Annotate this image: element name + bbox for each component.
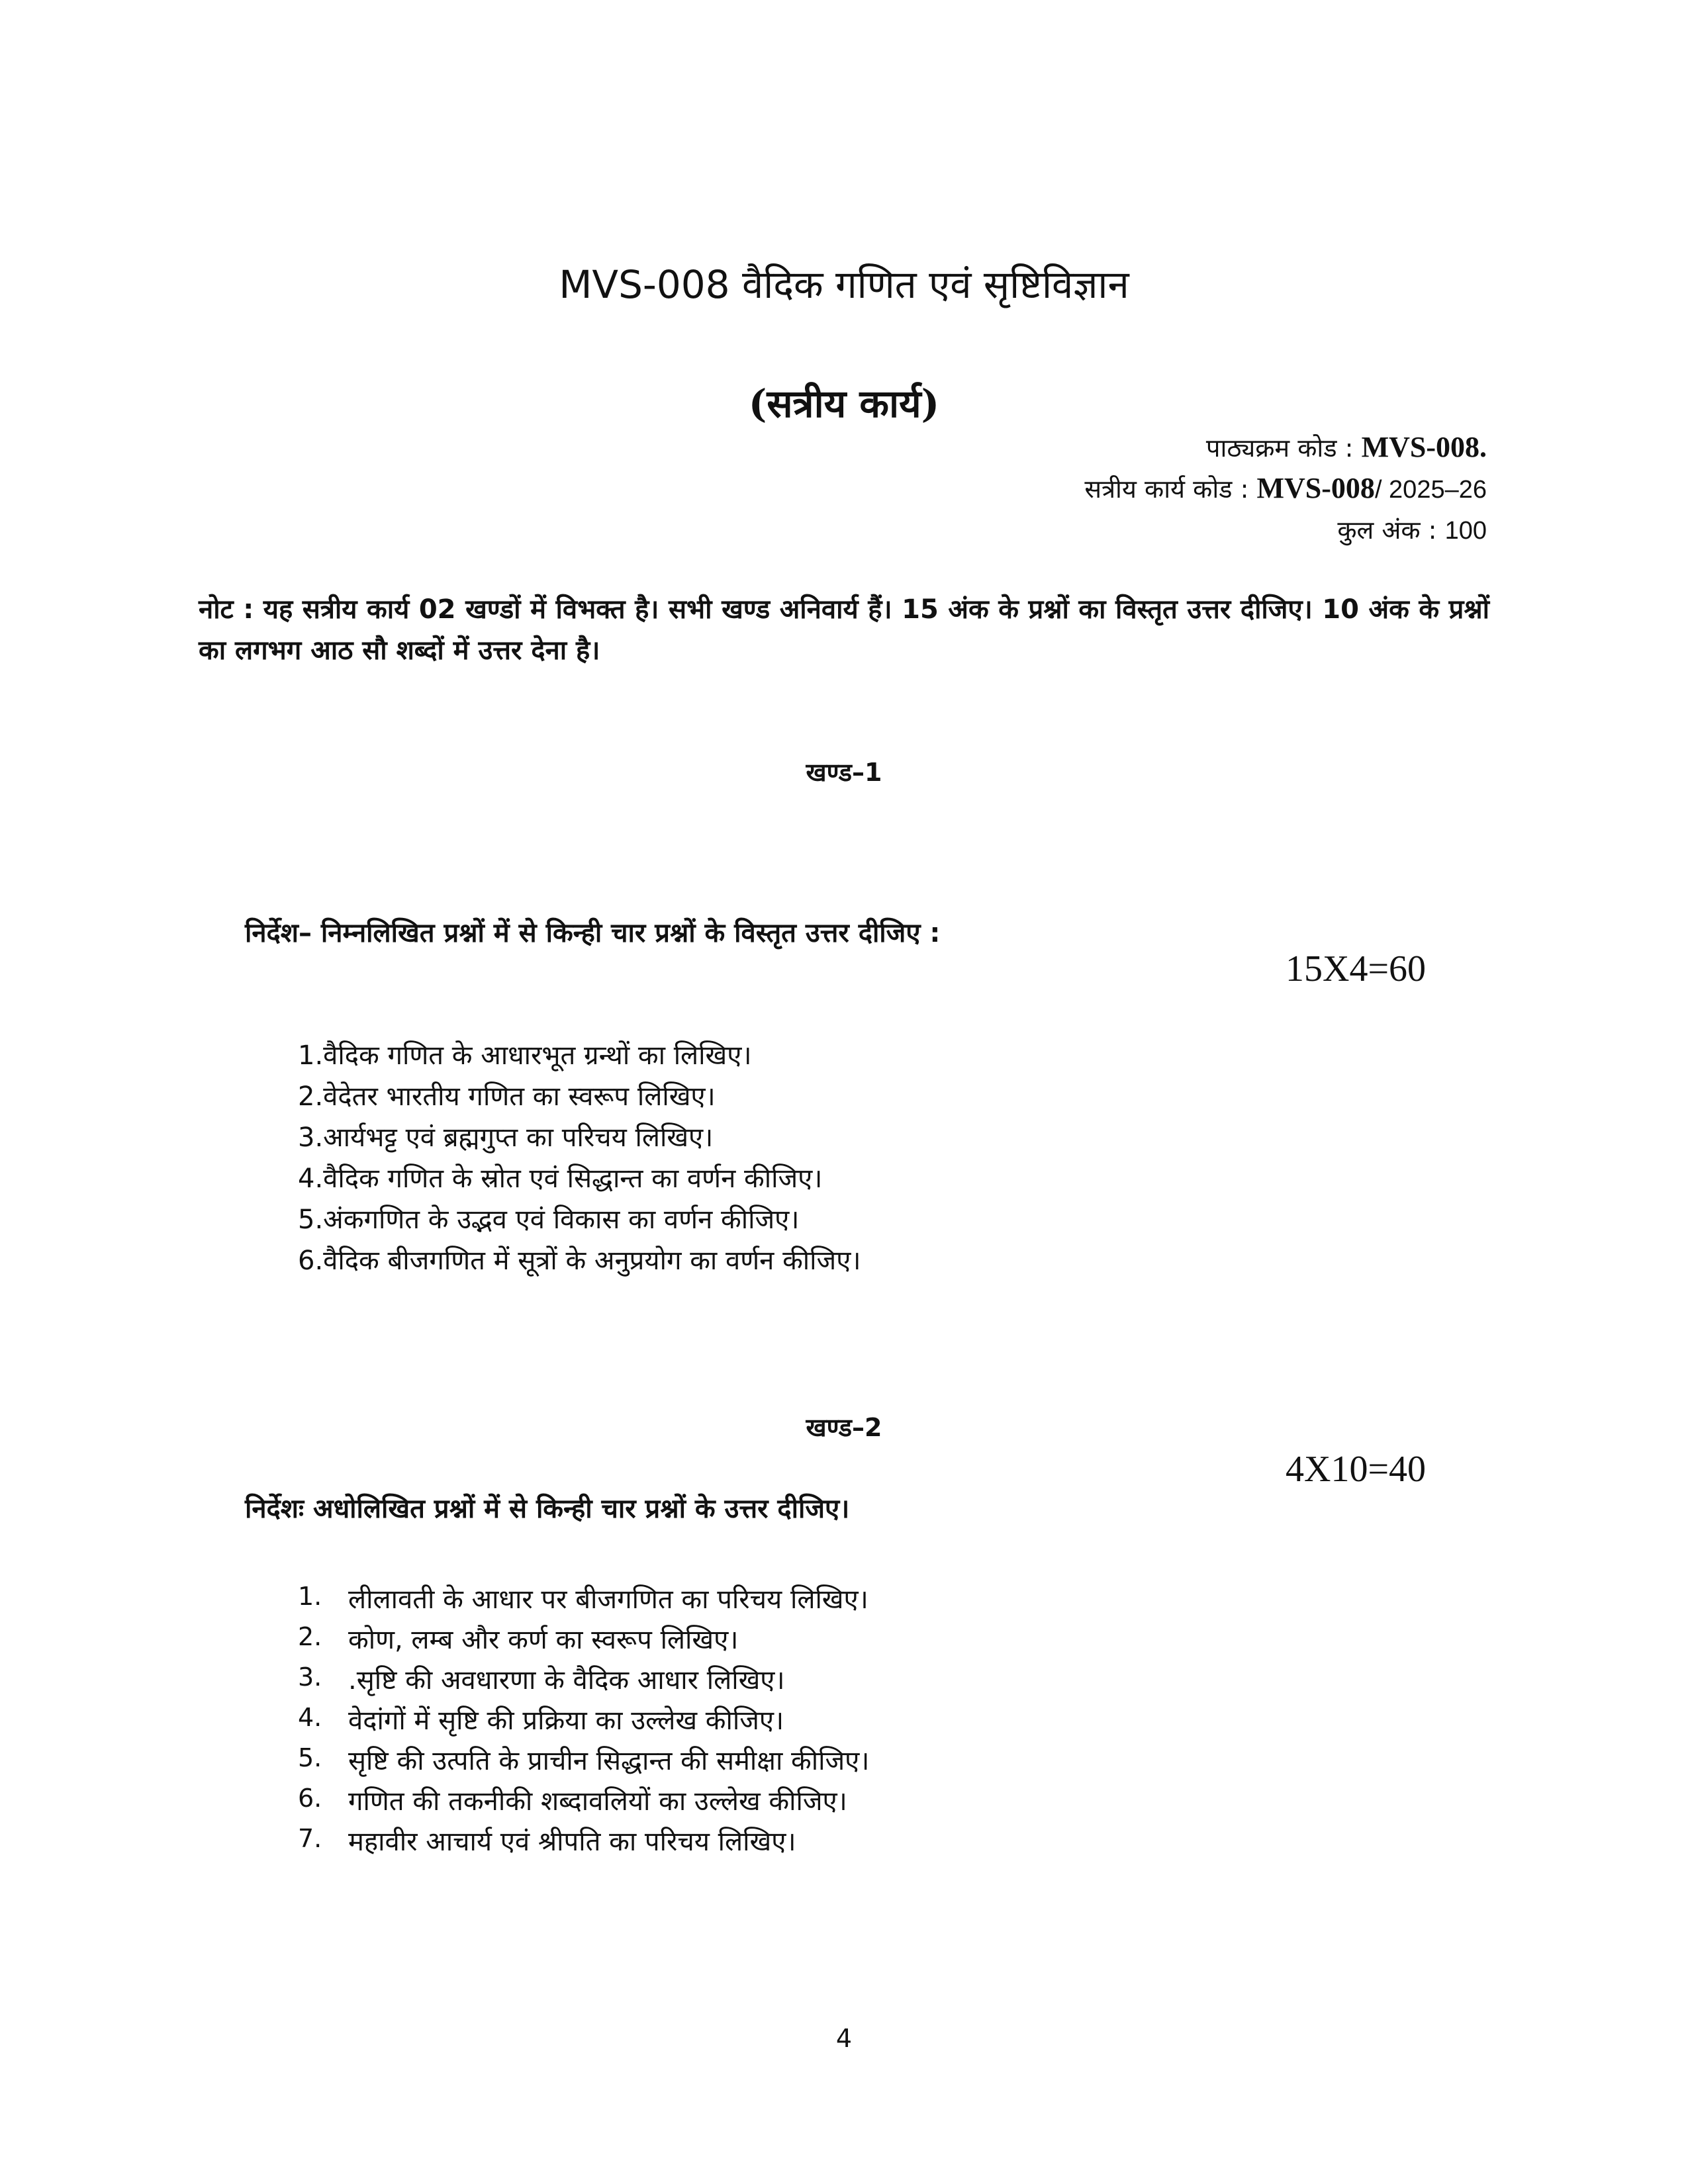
section-1-question: 5.अंकगणित के उद्भव एवं विकास का वर्णन कीजिए। [298, 1205, 800, 1235]
course-code-line [1206, 430, 1487, 465]
section-2-instruction: निर्देशः अधोलिखित प्रश्नों में से किन्ही चार प्रश्नों के उत्तर दीजिए। [245, 1494, 850, 1524]
question-number: 1. [298, 1582, 322, 1611]
page-number: 4 [835, 2024, 853, 2053]
section-1-instruction: निर्देश– निम्नलिखित प्रश्नों में से किन्ही चार प्रश्नों के विस्तृत उत्तर दीजिए : [245, 918, 941, 948]
note-paragraph: नोट : यह सत्रीय कार्य 02 खण्डों में विभक्त है। सभी खण्ड अनिवार्य हैं। 15 अंक के प्रश्नों का विस्तृत उत्तर दीजिए। 10 अंक के प्रश्नों का लगभग आठ सौ शब्दों में उत्तर देना है। [199, 594, 1489, 666]
assignment-code-label: सत्रीय कार्य कोड : [1084, 475, 1249, 504]
question-number: 6. [298, 1784, 322, 1813]
assignment-code-value: MVS-008 [1256, 472, 1375, 504]
section-1-question: 6.वैदिक बीजगणित में सूत्रों के अनुप्रयोग का वर्णन कीजिए। [298, 1246, 861, 1276]
section-2-question: लीलावती के आधार पर बीजगणित का परिचय लिखिए। [348, 1584, 868, 1615]
section-2-question: सृष्टि की उत्पति के प्राचीन सिद्धान्त की समीक्षा कीजिए। [348, 1746, 870, 1776]
section-2-question: महावीर आचार्य एवं श्रीपति का परिचय लिखिए। [348, 1827, 796, 1857]
section-1-heading: खण्ड–1 [806, 758, 882, 787]
section-1-question: 3.आर्यभट्ट एवं ब्रह्मगुप्त का परिचय लिखिए। [298, 1122, 714, 1153]
section-2-heading: खण्ड–2 [806, 1413, 882, 1442]
section-1-question: 1.वैदिक गणित के आधारभूत ग्रन्थों का लिखिए। [298, 1040, 752, 1071]
total-marks-value: 100 [1444, 517, 1487, 545]
question-number: 4. [298, 1703, 322, 1732]
total-marks-line [1337, 512, 1487, 547]
assignment-code-line [1084, 471, 1487, 506]
section-1-question: 4.वैदिक गणित के स्रोत एवं सिद्धान्त का वर्णन कीजिए। [298, 1163, 823, 1194]
question-number: 7. [298, 1824, 322, 1853]
total-marks-label: कुल अंक : [1337, 516, 1437, 545]
question-number: 3. [298, 1662, 322, 1692]
question-number: 2. [298, 1622, 322, 1651]
section-2-question: .सृष्टि की अवधारणा के वैदिक आधार लिखिए। [348, 1665, 785, 1696]
document-subtitle: (सत्रीय कार्य) [748, 381, 940, 426]
document-title: MVS-008 वैदिक गणित एवं सृष्टिविज्ञान [559, 262, 1129, 307]
section-2-question: वेदांगों में सृष्टि की प्रक्रिया का उल्लेख कीजिए। [348, 1706, 784, 1736]
assignment-code-year: / 2025–26 [1374, 476, 1487, 504]
section-2-question: गणित की तकनीकी शब्दावलियों का उल्लेख कीजिए। [348, 1786, 847, 1817]
section-1-question: 2.वेदेतर भारतीय गणित का स्वरूप लिखिए। [298, 1081, 716, 1112]
section-1-marks: 15X4=60 [1286, 948, 1427, 989]
course-code-value: MVS-008. [1361, 431, 1487, 463]
section-2-question: कोण, लम्ब और कर्ण का स्वरूप लिखिए। [348, 1625, 739, 1655]
section-2-marks: 4X10=40 [1286, 1449, 1427, 1490]
course-code-label: पाठ्यक्रम कोड : [1205, 433, 1354, 463]
question-number: 5. [298, 1743, 322, 1772]
